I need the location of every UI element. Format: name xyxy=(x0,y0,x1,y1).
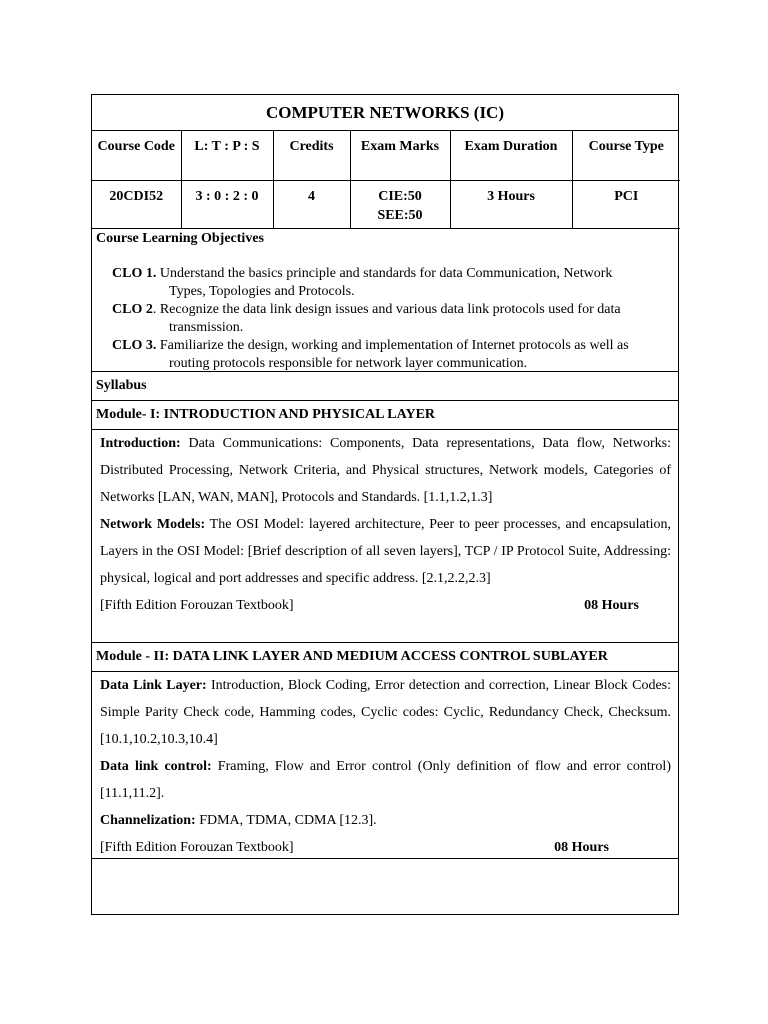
topic-label: Introduction: xyxy=(100,436,181,451)
topic-text: Framing, Flow and Error control (Only definition of flow and error control) [11.1,11.2]. xyxy=(100,759,671,801)
topic-label: Data link control: xyxy=(100,759,212,774)
header-course-code: Course Code xyxy=(92,131,181,181)
syllabus-heading: Syllabus xyxy=(92,372,678,401)
info-header-row xyxy=(92,131,680,181)
module-paragraph xyxy=(100,807,671,834)
module-hours: 08 Hours xyxy=(554,840,609,855)
clo-text-continued: Types, Topologies and Protocols. xyxy=(169,284,355,299)
clo-label: CLO 3. xyxy=(112,338,157,353)
header-ltps: L: T : P : S xyxy=(181,131,273,181)
course-info-table xyxy=(92,131,680,229)
clo-item xyxy=(112,301,672,337)
header-exam-marks: Exam Marks xyxy=(350,131,450,181)
clo-text: . Recognize the data link design issues and various data link protocols used for data xyxy=(152,302,621,317)
topic-label: Channelization: xyxy=(100,813,196,828)
module-paragraph xyxy=(100,672,671,753)
exam-marks-value xyxy=(350,181,450,229)
topic-label: Data Link Layer: xyxy=(100,678,207,693)
module-footer xyxy=(100,834,671,861)
clo-item xyxy=(112,337,672,373)
credits-value: 4 xyxy=(273,181,350,229)
module-hours: 08 Hours xyxy=(584,598,639,613)
course-type-value: PCI xyxy=(572,181,680,229)
module-1-body xyxy=(92,430,678,643)
clo-text-continued: routing protocols responsible for network layer communication. xyxy=(169,356,528,371)
module-2-body xyxy=(92,672,678,859)
objectives-heading: Course Learning Objectives xyxy=(96,231,264,246)
module-paragraph xyxy=(100,511,671,592)
clo-text: Understand the basics principle and standards for data Communication, Network xyxy=(156,266,613,281)
see-marks: SEE:50 xyxy=(377,208,423,223)
cie-marks: CIE:50 xyxy=(378,189,422,204)
topic-text: FDMA, TDMA, CDMA [12.3]. xyxy=(195,813,377,828)
syllabus-page xyxy=(91,94,679,915)
exam-duration-value: 3 Hours xyxy=(450,181,572,229)
course-title: COMPUTER NETWORKS (IC) xyxy=(92,95,678,131)
topic-label: Network Models: xyxy=(100,517,206,532)
textbook-reference: [Fifth Edition Forouzan Textbook] xyxy=(100,598,294,613)
ltps-value: 3 : 0 : 2 : 0 xyxy=(181,181,273,229)
clo-text-continued: transmission. xyxy=(169,320,244,335)
clo-text: Familiarize the design, working and implementation of Internet protocols as well as xyxy=(156,338,629,353)
clo-label: CLO 1. xyxy=(112,266,157,281)
course-objectives-section xyxy=(92,230,678,372)
clo-label: CLO 2 xyxy=(112,302,153,317)
clo-item xyxy=(112,265,672,301)
module-paragraph xyxy=(100,753,671,807)
topic-text: Introduction, Block Coding, Error detection and correction, Linear Block Codes: Simple Parity Check code, Hamming codes, Cyclic codes: Cyclic, Redundancy Check, Checksum. [10.1,10.2,10.3,10.4] xyxy=(100,678,672,747)
textbook-reference: [Fifth Edition Forouzan Textbook] xyxy=(100,840,294,855)
info-value-row xyxy=(92,181,680,229)
topic-text: The OSI Model: layered architecture, Peer to peer processes, and encapsulation, Layers in the OSI Model: [Brief description of all seven layers], TCP / IP Protocol Suite, Addressing: physical, logical and port addresses and specific address. [2.1,2.2,2.3] xyxy=(100,517,671,586)
module-footer xyxy=(100,592,671,619)
topic-text: Data Communications: Components, Data representations, Data flow, Networks: Distributed Processing, Network Criteria, and Physical structures, Network models, Categories of Networks [LAN, WAN, MAN], Protocols and Standards. [1.1,1.2,1.3] xyxy=(100,436,671,505)
module-1-title: Module- I: INTRODUCTION AND PHYSICAL LAYER xyxy=(92,401,678,430)
module-2-title: Module - II: DATA LINK LAYER AND MEDIUM ACCESS CONTROL SUBLAYER xyxy=(92,643,678,672)
header-exam-duration: Exam Duration xyxy=(450,131,572,181)
module-paragraph xyxy=(100,430,671,511)
header-credits: Credits xyxy=(273,131,350,181)
header-course-type: Course Type xyxy=(572,131,680,181)
course-code-value: 20CDI52 xyxy=(92,181,181,229)
